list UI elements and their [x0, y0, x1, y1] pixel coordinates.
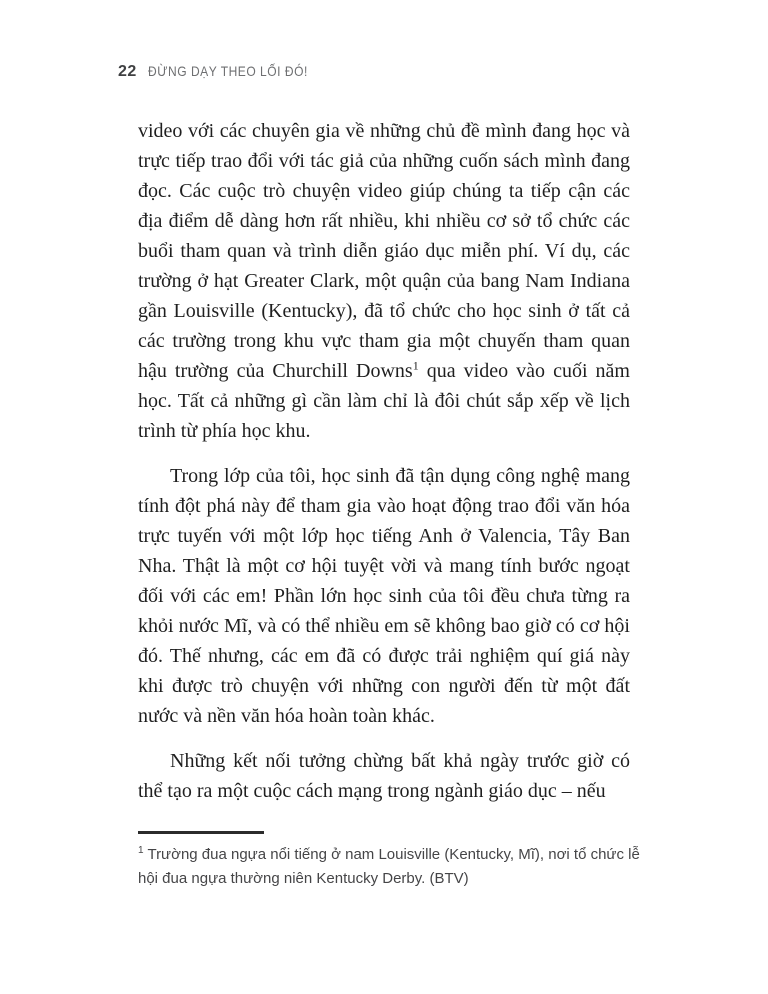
footnote-text: Trường đua ngựa nổi tiếng ở nam Louisville (Kentucky, Mĩ), nơi tổ chức lễ hội đua ngựa thường niên Kentucky Derby. (BTV)	[138, 846, 640, 887]
paragraph-text: qua video vào cuối năm học. Tất cả những gì cần làm chỉ là đôi chút sắp xếp về lịch trình từ phía học khu.	[138, 360, 630, 442]
paragraph-text: Trong lớp của tôi, học sinh đã tận dụng công nghệ mang tính đột phá này để tham gia vào hoạt động trao đổi văn hóa trực tuyến với một lớp học tiếng Anh ở Valencia, Tây Ban Nha. Thật là một cơ hội tuyệt vời và mang tính bước ngoạt đối với các em! Phần lớn học sinh của tôi đều chưa từng ra khỏi nước Mĩ, và có thể nhiều em sẽ không bao giờ có cơ hội đó. Thế nhưng, các em đã có được trải nghiệm quí giá này khi được trò chuyện với những con người đến từ một đất nước và nền văn hóa hoàn toàn khác.	[138, 465, 630, 727]
page-header	[118, 63, 334, 81]
paragraph	[138, 461, 630, 731]
paragraph-text: Những kết nối tưởng chừng bất khả ngày trước giờ có thể tạo ra một cuộc cách mạng trong ngành giáo dục – nếu	[138, 750, 630, 802]
paragraph	[138, 116, 630, 446]
page-number: 22	[118, 63, 137, 80]
footnote-rule	[138, 831, 264, 834]
footnote-marker: 1	[138, 845, 144, 856]
running-title: ĐỪNG DẠY THEO LỐI ĐÓ!	[147, 63, 308, 79]
paragraph-text: video với các chuyên gia về những chủ đề mình đang học và trực tiếp trao đổi với tác giả của những cuốn sách mình đang đọc. Các cuộc trò chuyện video giúp chúng ta tiếp cận các địa điểm dễ dàng hơn rất nhiều, khi nhiều cơ sở tổ chức các buổi tham quan và trình diễn giáo dục miễn phí. Ví dụ, các trường ở hạt Greater Clark, một quận của bang Nam Indiana gần Louisville (Kentucky), đã tổ chức cho học sinh ở tất cả các trường trong khu vực tham gia một chuyến tham quan hậu trường của Churchill Downs	[138, 120, 630, 382]
footnote-section	[138, 831, 658, 891]
footnote-reference: 1	[412, 358, 419, 373]
footnote	[138, 843, 658, 891]
paragraph	[138, 746, 630, 806]
body-text	[138, 116, 630, 821]
